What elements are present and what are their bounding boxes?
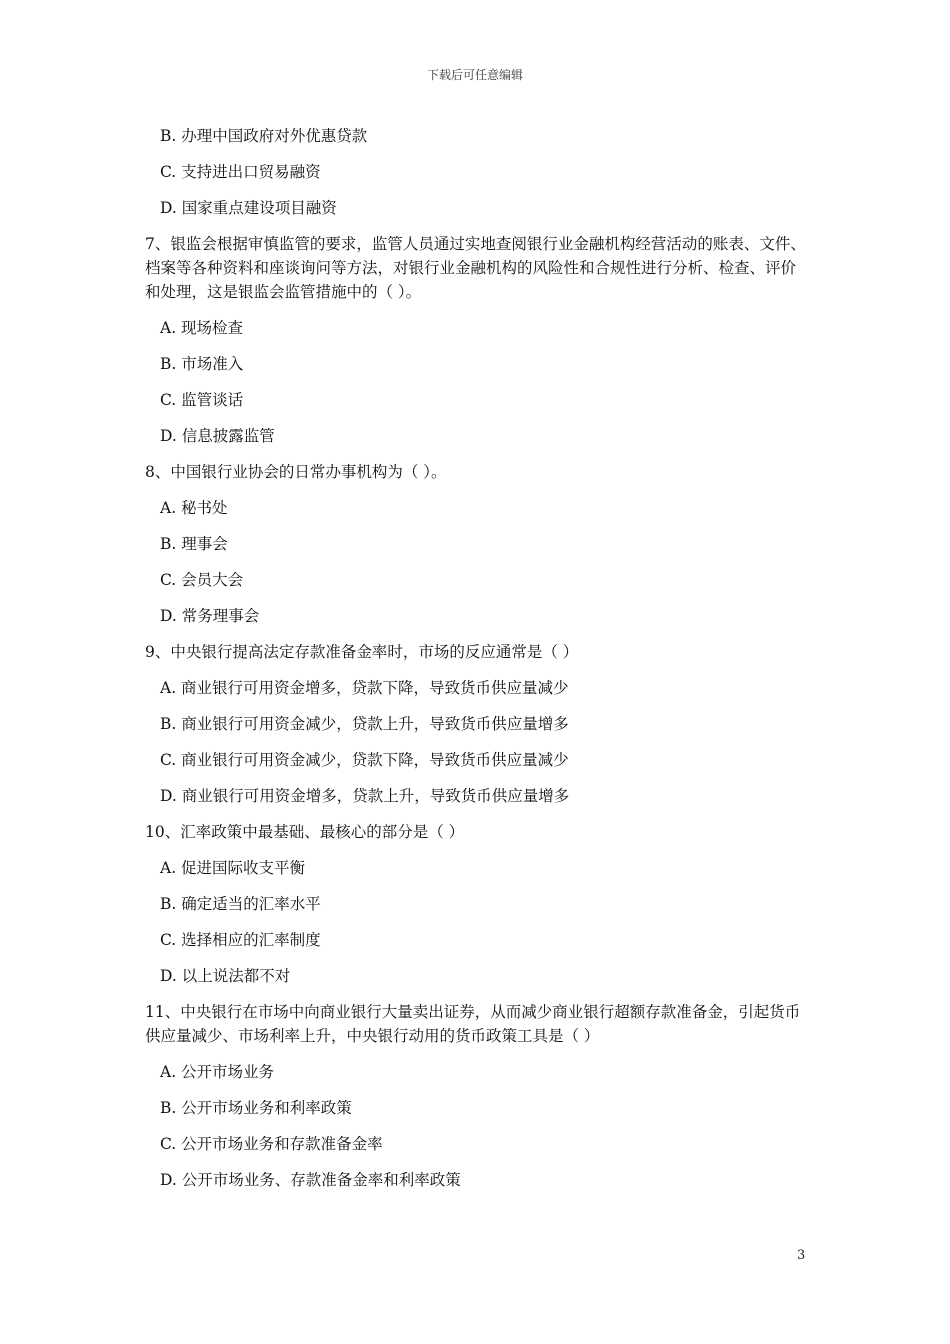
- option-c-q10: C. 选择相应的汇率制度: [160, 931, 321, 949]
- question-9: 9、中央银行提高法定存款准备金率时，市场的反应通常是（ ）: [145, 643, 579, 661]
- option-c-q7: C. 监管谈话: [160, 391, 244, 409]
- option-b-q11: B. 公开市场业务和利率政策: [160, 1099, 352, 1117]
- option-b-q7: B. 市场准入: [160, 355, 244, 373]
- option-c-q11: C. 公开市场业务和存款准备金率: [160, 1135, 383, 1153]
- option-b-q8: B. 理事会: [160, 535, 228, 553]
- question-8: 8、中国银行业协会的日常办事机构为（ ）。: [145, 463, 447, 481]
- question-7: 7、银监会根据审慎监管的要求，监管人员通过实地查阅银行业金融机构经营活动的账表、文件、档案等各种资料和座谈询问等方法，对银行业金融机构的风险性和合规性进行分析、检查、评价和处理，这是银监会监管措施中的（ ）。: [145, 235, 806, 301]
- option-d-q9: D. 商业银行可用资金增多，贷款上升，导致货币供应量增多: [160, 787, 570, 805]
- option-b-q10: B. 确定适当的汇率水平: [160, 895, 321, 913]
- option-d-q6: D. 国家重点建设项目融资: [160, 199, 337, 217]
- option-a-q7: A. 现场检查: [160, 319, 244, 337]
- option-d-q7: D. 信息披露监管: [160, 427, 275, 445]
- option-d-q8: D. 常务理事会: [160, 607, 260, 625]
- option-a-q9: A. 商业银行可用资金增多，贷款下降，导致货币供应量减少: [160, 679, 569, 697]
- option-b-q6: B. 办理中国政府对外优惠贷款: [160, 127, 368, 145]
- question-10: 10、汇率政策中最基础、最核心的部分是（ ）: [145, 823, 465, 841]
- document-body: [145, 124, 810, 1204]
- option-c-q9: C. 商业银行可用资金减少，贷款下降，导致货币供应量减少: [160, 751, 569, 769]
- option-c-q8: C. 会员大会: [160, 571, 244, 589]
- option-a-q8: A. 秘书处: [160, 499, 228, 517]
- option-a-q10: A. 促进国际收支平衡: [160, 859, 306, 877]
- page-header: 下载后可任意编辑: [426, 68, 523, 82]
- page-number: 3: [797, 1248, 806, 1263]
- option-d-q10: D. 以上说法都不对: [160, 967, 291, 985]
- option-a-q11: A. 公开市场业务: [160, 1063, 275, 1081]
- question-11: 11、中央银行在市场中向商业银行大量卖出证券，从而减少商业银行超额存款准备金，引起货币供应量减少、市场利率上升，中央银行动用的货币政策工具是（ ）: [145, 1003, 801, 1045]
- option-c-q6: C. 支持进出口贸易融资: [160, 163, 321, 181]
- option-b-q9: B. 商业银行可用资金减少，贷款上升，导致货币供应量增多: [160, 715, 569, 733]
- option-d-q11: D. 公开市场业务、存款准备金率和利率政策: [160, 1171, 461, 1189]
